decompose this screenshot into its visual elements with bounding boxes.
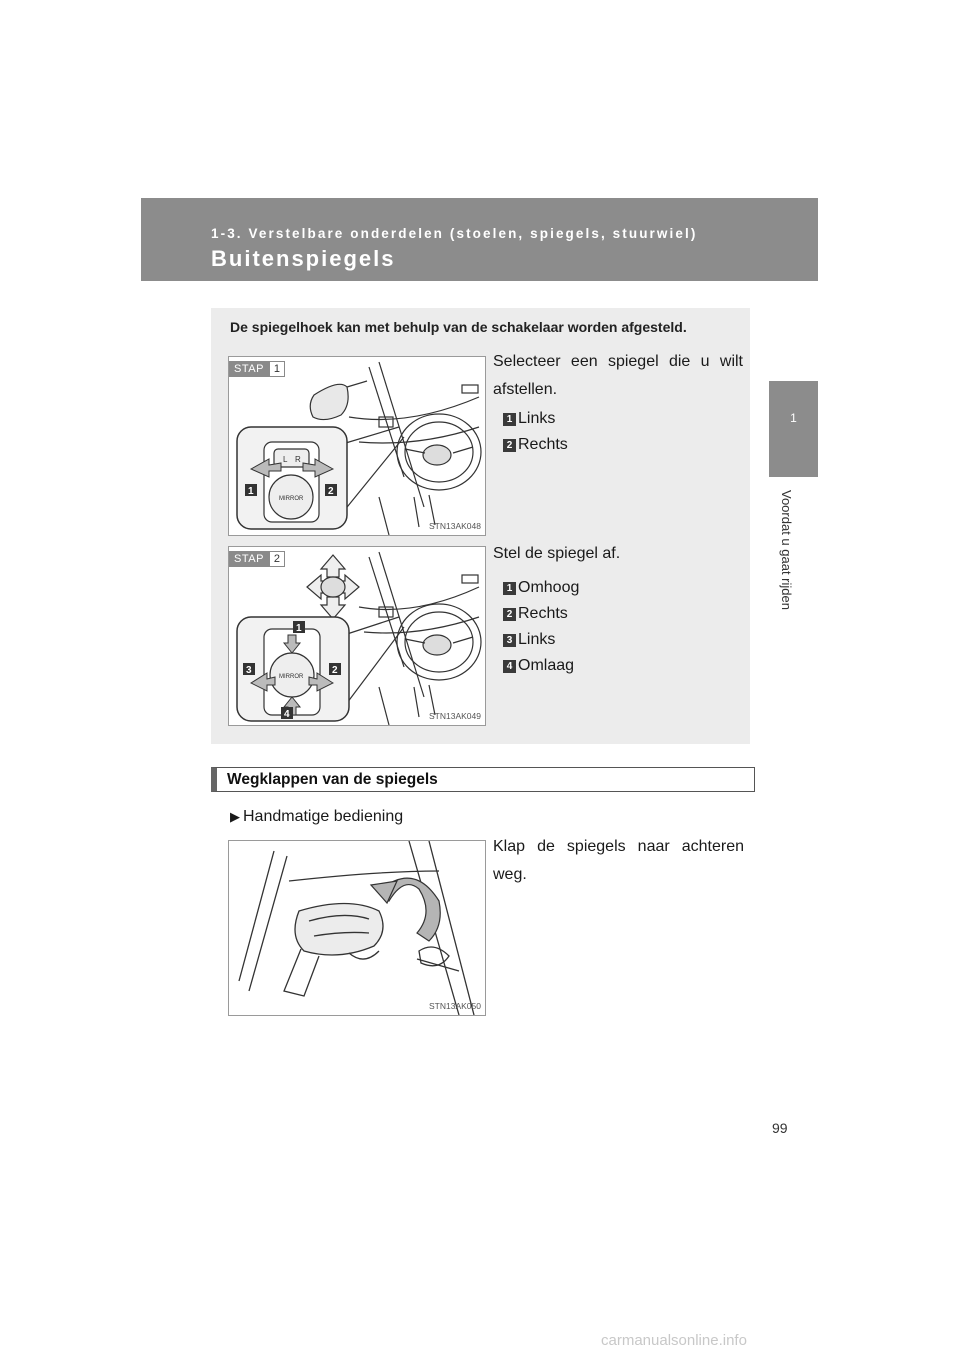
section-title: 1-3. Verstelbare onderdelen (stoelen, spiegels, stuurwiel) [211,226,698,241]
folding-subheading [211,767,755,792]
chapter-label: Voordat u gaat rijden [779,490,794,610]
item-number-badge: 1 [503,582,516,595]
dashboard-mirror-adjust-drawing [229,547,485,725]
item-number-badge: 2 [503,439,516,452]
svg-text:2: 2 [328,486,334,497]
svg-text:4: 4 [284,709,290,720]
bullet-item [230,808,403,826]
item-number-badge: 1 [503,413,516,426]
step-tag-number: 1 [269,361,285,377]
step-1-items [503,406,568,458]
image-code: STN13AK048 [429,521,481,531]
item-label: Omhoog [518,579,580,596]
item-number-badge: 2 [503,608,516,621]
page-number: 99 [772,1120,788,1136]
item-label: Links [518,631,556,648]
subheading-text: Wegklappen van de spiegels [227,771,438,788]
bullet-text: Handmatige bediening [243,808,404,825]
section-header [141,198,818,281]
step-1-text: Selecteer een spiegel die u wilt afstellen. [493,353,743,398]
dashboard-mirror-switch-drawing [229,357,485,535]
steps-panel [211,308,750,744]
item-number-badge: 4 [503,660,516,673]
step-2-items [503,575,579,679]
list-item [503,406,568,432]
list-item [503,575,579,601]
image-code: STN13AK050 [429,1001,481,1011]
chapter-tab [769,381,818,477]
step-tag-number: 2 [269,551,285,567]
step-2-text: Stel de spiegel af. [493,545,621,562]
svg-text:1: 1 [296,623,302,634]
item-label: Links [518,410,556,427]
item-number-badge: 3 [503,634,516,647]
intro-text: De spiegelhoek kan met behulp van de schakelaar worden afgesteld. [230,319,687,335]
step-2-illustration [228,546,486,726]
svg-text:MIRROR: MIRROR [279,674,304,680]
step-1-illustration [228,356,486,536]
step-tag-label: STAP [229,361,269,377]
item-label: Rechts [518,436,568,453]
list-item [503,432,568,458]
folding-illustration [228,840,486,1016]
triangle-bullet-icon: ▶ [230,809,240,824]
image-code: STN13AK049 [429,711,481,721]
item-label: Omlaag [518,657,575,674]
svg-text:R: R [295,455,301,464]
list-item [503,627,579,653]
svg-text:MIRROR: MIRROR [279,496,304,502]
chapter-tab-number: 1 [790,411,797,425]
folding-text: Klap de spiegels naar achteren weg. [493,838,744,883]
watermark: carmanualsonline.info [601,1332,747,1349]
list-item [503,601,579,627]
page-title: Buitenspiegels [211,246,396,271]
svg-text:L: L [283,455,288,464]
mirror-fold-drawing [229,841,485,1015]
svg-text:1: 1 [248,486,254,497]
svg-text:3: 3 [246,665,252,676]
step-tag-label: STAP [229,551,269,567]
item-label: Rechts [518,605,568,622]
svg-text:2: 2 [332,665,338,676]
list-item [503,653,579,679]
